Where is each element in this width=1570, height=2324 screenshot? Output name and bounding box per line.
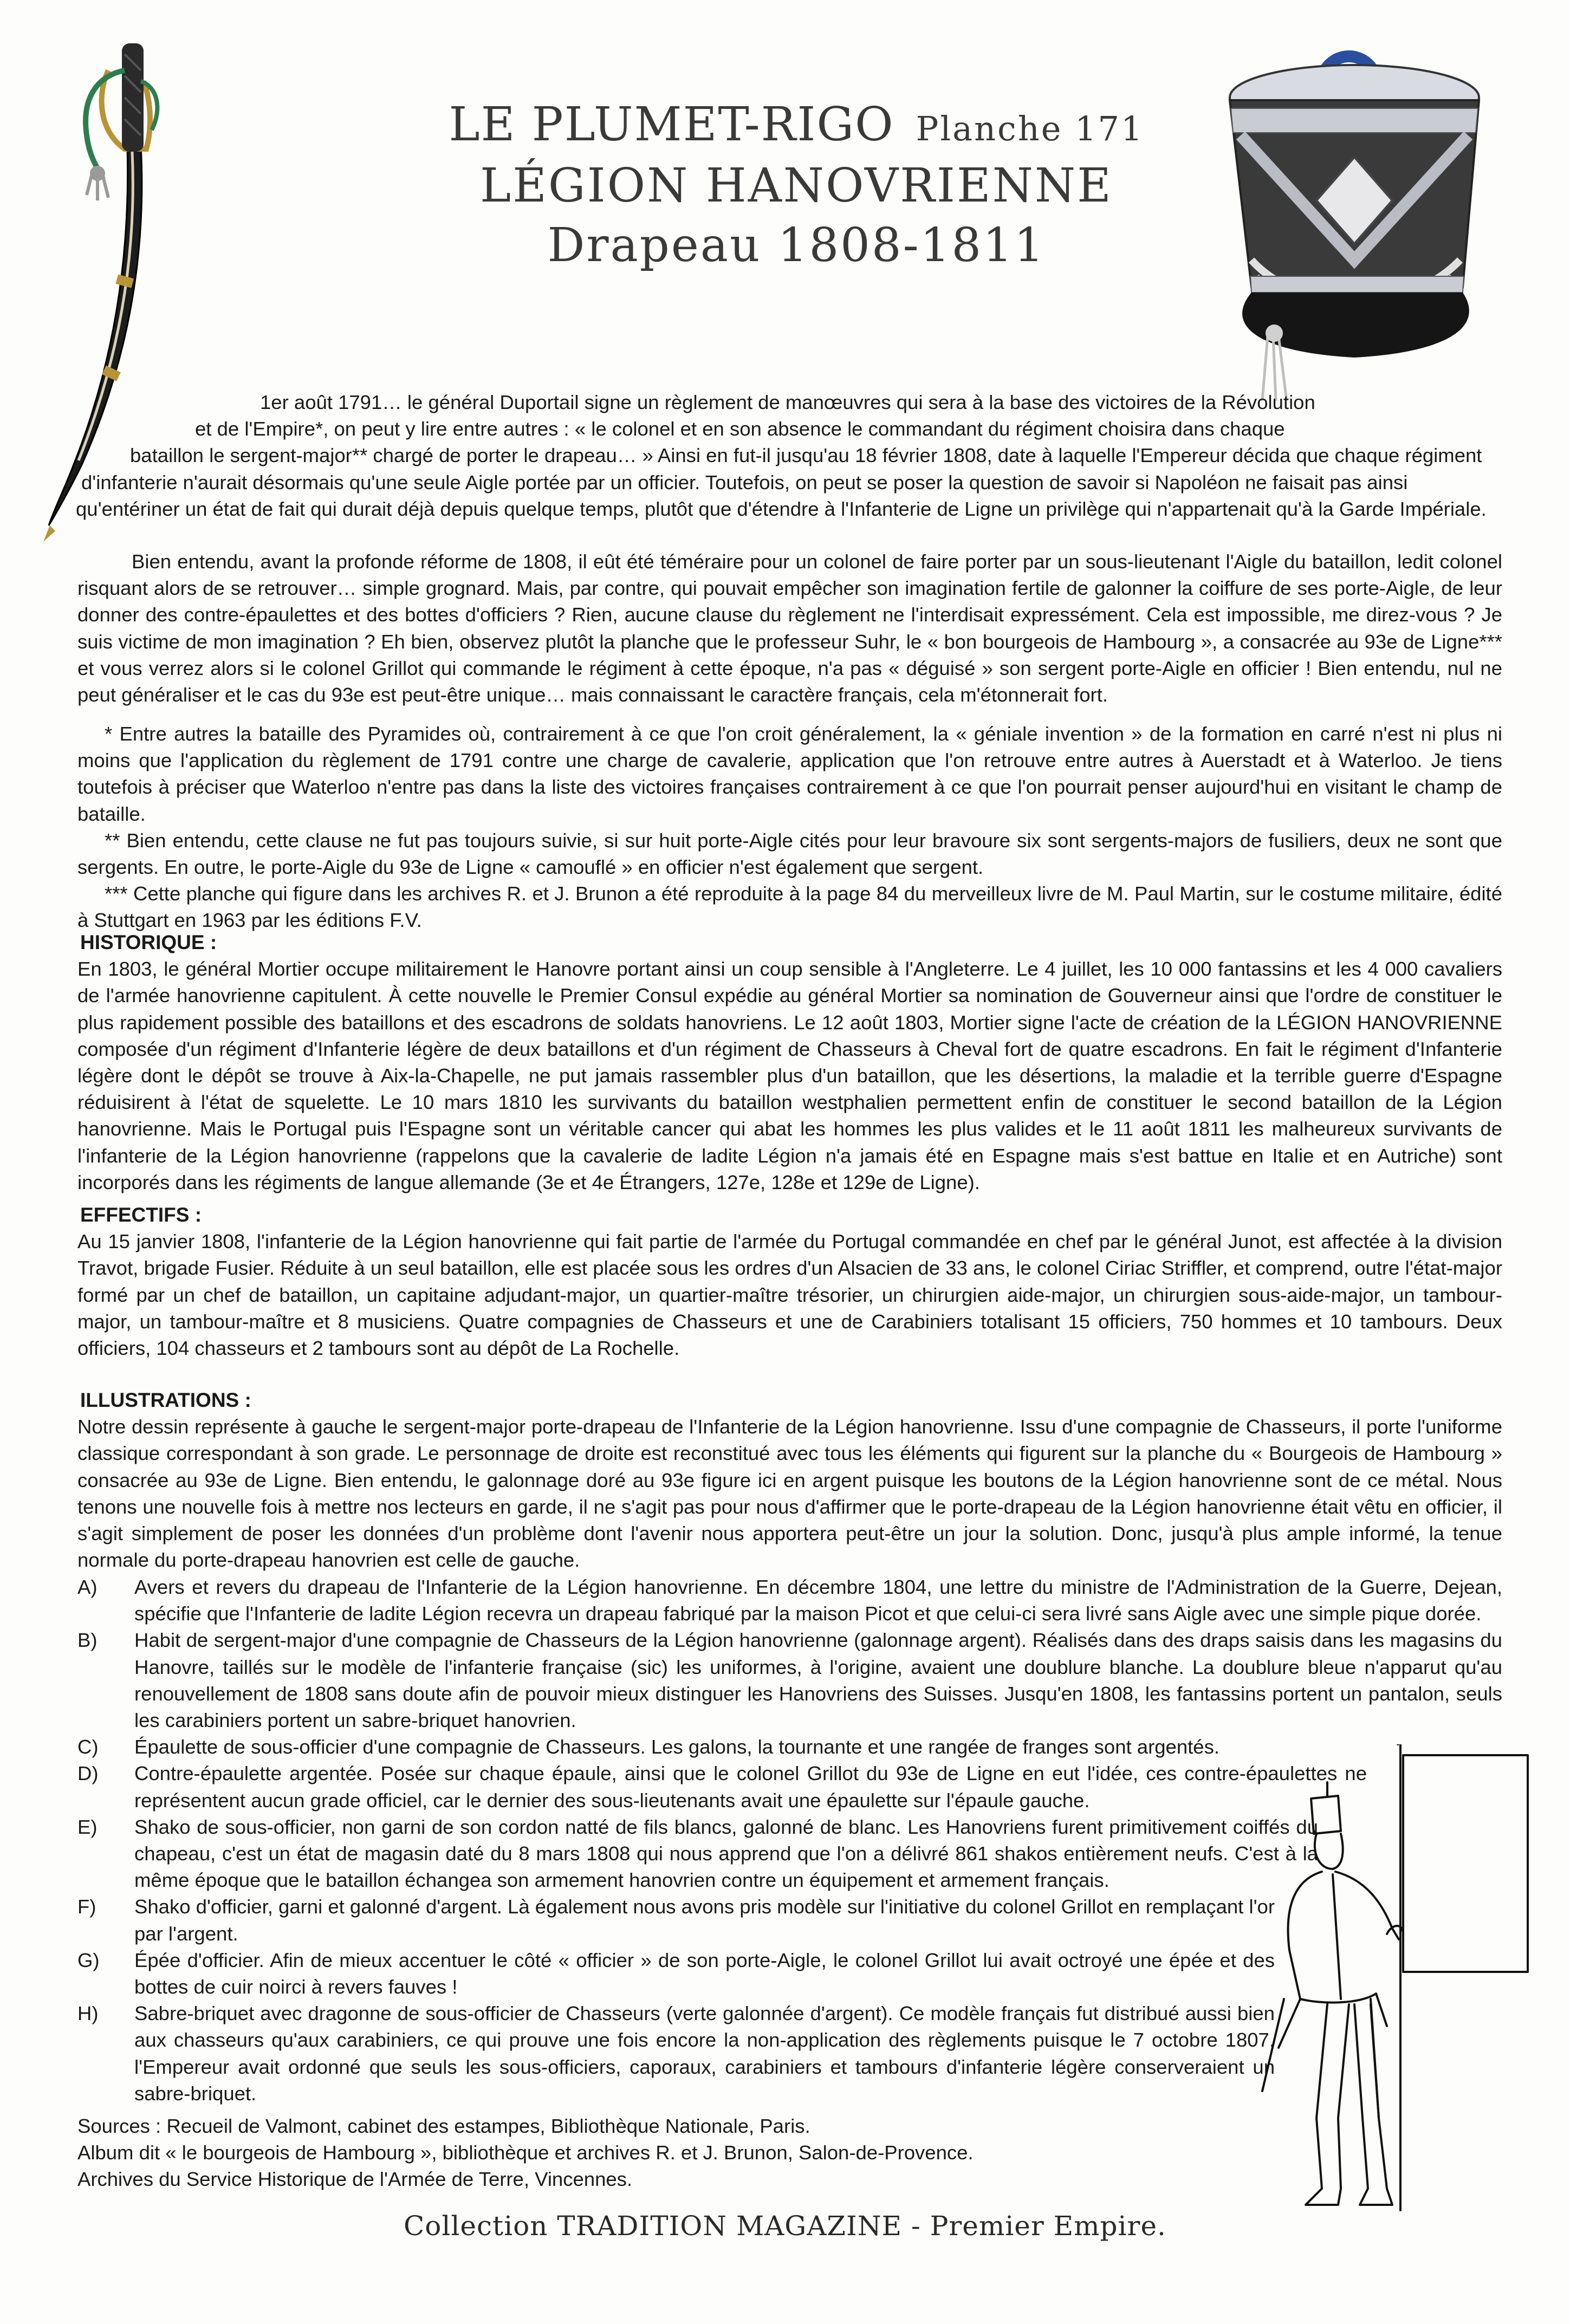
title-block	[444, 98, 1149, 275]
historique-section	[77, 929, 1502, 1196]
intro-line: 1er août 1791… le général Duportail signe un règlement de manœuvres qui sera à la base des victoires de la Révolution	[260, 391, 1315, 413]
footnote: *** Cette planche qui figure dans les archives R. et J. Brunon a été reproduite à la page 84 du merveilleux livre de M. Paul Martin, sur le costume militaire, édité à Stuttgart en 1963 par les éditions F.V.	[77, 882, 1502, 932]
section-text: Au 15 janvier 1808, l'infanterie de la Légion hanovrienne qui fait partie de l'armée du Portugal commandée en chef par le général Junot, est affectée à la division Travot, brigade Fusier. Réduite à un seul bataillon, elle est placée sous les ordres d'un Alsacien de 33 ans, le colonel Ciriac Striffler, et comprend, outre l'état-major formé par un chef de bataillon, un capitaine adjudant-major, un quartier-maître trésorier, un chirurgien aide-major, un chirurgien sous-aide-major, un tambour-major, un tambour-maître et 8 musiciens. Quatre compagnies de Chasseurs et une de Carabiniers totalisant 15 officiers, 750 hommes et 10 tambours. Deux officiers, 104 chasseurs et 2 tambours sont au dépôt de La Rochelle.	[77, 1230, 1502, 1360]
list-item	[77, 1574, 1502, 1627]
paragraph-2	[77, 548, 1502, 708]
title-main: LE PLUMET-RIGO	[449, 98, 894, 152]
footnote: ** Bien entendu, cette clause ne fut pas toujours suivie, si sur huit porte-Aigle cités pour leur bravoure six sont sergents-majors de fusiliers, deux ne sont que sergents. En outre, le porte-Aigle du 93e de Ligne « camouflé » en officier n'est également que sergent.	[77, 829, 1502, 879]
section-heading: EFFECTIFS :	[80, 1204, 202, 1226]
item-letter: E)	[77, 1815, 98, 1838]
source-line: Archives du Service Historique de l'Armée de Terre, Vincennes.	[77, 2168, 633, 2191]
list-item	[77, 1627, 1502, 1734]
plate-number: Planche 171	[916, 109, 1144, 148]
item-letter: D)	[77, 1762, 99, 1785]
section-heading: HISTORIQUE :	[80, 931, 217, 953]
item-text: Sabre-briquet avec dragonne de sous-officier de Chasseurs (verte galonnée d'argent). Ce modèle français fut distribué aussi bien aux chasseurs qu'aux carabiniers, ce qui prouve une fois encore la non-application des règlements puisque le 7 octobre 1807, l'Empereur avait ordonné que seuls les sous-officiers, caporaux, carabiniers et tambours d'infanterie légère conserveraient un sabre-briquet.	[134, 2002, 1275, 2105]
footer: Collection TRADITION MAGAZINE - Premier Empire.	[404, 2210, 1166, 2242]
flag-bearer-icon	[1224, 1744, 1549, 2216]
paragraph-text: Bien entendu, avant la profonde réforme de 1808, il eût été téméraire pour un colonel de faire porter par un sous-lieutenant l'Aigle du bataillon, ledit colonel risquant alors de se retrouver… simple grognard. Mais, par contre, qui pouvait empêcher son imagination fertile de galonner la coiffure de ses porte-Aigle, de leur donner des contre-épaulettes et des bottes d'officiers ? Rien, aucune clause du règlement ne l'interdisait expressément. Cela est impossible, me direz-vous ? Je suis victime de mon imagination ? Eh bien, observez plutôt la planche que le professeur Suhr, le « bon bourgeois de Hambourg », a consacrée au 93e de Ligne*** et vous verrez alors si le colonel Grillot qui commande le régiment à cette époque, n'a pas « déguisé » son sergent porte-Aigle en officier ! Bien entendu, nul ne peut généraliser et le cas du 93e est peut-être unique… mais connaissant le caractère français, cela m'étonnerait fort.	[77, 550, 1502, 706]
item-letter: G)	[77, 1949, 100, 1971]
illustrations-section	[77, 1387, 1502, 1573]
item-letter: H)	[77, 2002, 99, 2025]
shako-icon	[1192, 33, 1528, 412]
intro-line: d'infanterie n'aurait désormais qu'une seule Aigle portée par un officier. Toutefois, on peut se poser la question de savoir si Napoléon ne faisait pas ainsi	[81, 471, 1408, 494]
sources	[77, 2113, 1161, 2193]
item-text: Shako de sous-officier, non garni de son cordon natté de fils blancs, galonné de blanc. Les Hanovriens furent primitivement coiffés du chapeau, c'est un état de magasin daté du 8 mars 1808 qui nous apprend que l'on a délivré 861 shakos entièrement neufs. C'est à la même époque que le bataillon échangea son armement hanovrien contre un équipement et armement français.	[134, 1815, 1318, 1892]
section-heading: ILLUSTRATIONS :	[80, 1389, 251, 1411]
section-text: Notre dessin représente à gauche le sergent-major porte-drapeau de l'Infanterie de la Légion hanovrienne. Issu d'une compagnie de Chasseurs, il porte l'uniforme classique correspondant à son grade. Le personnage de droite est reconstitué avec tous les éléments qui figurent sur la planche du « Bourgeois de Hambourg » consacrée au 93e de Ligne. Bien entendu, le galonnage doré au 93e figure ici en argent puisque les boutons de la Légion hanovrienne sont de ce métal. Nous tenons une nouvelle fois à mettre nos lecteurs en garde, il ne s'agit pas pour nous d'affirmer que le porte-drapeau de la Légion hanovrienne était vêtu en officier, il s'agit simplement de poser les données d'un problème dont l'avenir nous apportera peut-être un jour la solution. Donc, jusqu'à plus ample informé, la tenue normale du porte-drapeau hanovrien est celle de gauche.	[77, 1416, 1502, 1572]
item-text: Avers et revers du drapeau de l'Infanterie de la Légion hanovrienne. En décembre 1804, une lettre du ministre de l'Administration de la Guerre, Dejean, spécifie que l'Infanterie de ladite Légion recevra un drapeau fabriqué par la maison Picot et que celui-ci sera livré sans Aigle avec une simple pique dorée.	[134, 1576, 1502, 1625]
item-letter: F)	[77, 1895, 96, 1918]
item-text: Shako d'officier, garni et galonné d'argent. Là également nous avons pris modèle sur l'initiative du colonel Grillot en remplaçant l'or par l'argent.	[134, 1895, 1275, 1945]
item-letter: B)	[77, 1629, 98, 1652]
item-letter: C)	[77, 1736, 99, 1758]
item-text: Épaulette de sous-officier d'une compagnie de Chasseurs. Les galons, la tournante et une rangée de franges sont argentés.	[134, 1736, 1219, 1758]
intro-line: et de l'Empire*, on peut y lire entre autres : « le colonel et en son absence le commandant du régiment choisira dans chaque	[195, 418, 1285, 440]
source-line: Sources : Recueil de Valmont, cabinet des estampes, Bibliothèque Nationale, Paris.	[77, 2115, 810, 2137]
footnotes	[77, 720, 1502, 934]
intro-line: bataillon le sergent-major** chargé de porter le drapeau… » Ainsi en fut-il jusqu'au 18 février 1808, date à laquelle l'Empereur décida que chaque régiment	[130, 444, 1482, 467]
page-subtitle: LÉGION HANOVRIENNE	[480, 159, 1113, 213]
section-text: En 1803, le général Mortier occupe militairement le Hanovre portant ainsi un coup sensible à l'Angleterre. Le 4 juillet, les 10 000 fantassins et les 4 000 cavaliers de l'armée hanovrienne capitulent. À cette nouvelle le Premier Consul expédie au général Mortier sa nomination de Gouverneur ainsi que l'ordre de constituer le plus rapidement possible des bataillons et des escadrons de soldats hanovriens. Le 12 août 1803, Mortier signe l'acte de création de la LÉGION HANOVRIENNE composée d'un régiment d'Infanterie légère de deux bataillons et d'un régiment de Chasseurs à Cheval fort de quatre escadrons. En fait le régiment d'Infanterie légère dont le dépôt se trouve à Aix-la-Chapelle, ne put jamais rassembler plus d'un bataillon, que les désertions, la maladie et la terrible guerre d'Espagne réduisirent à l'état de squelette. Le 10 mars 1810 les survivants du bataillon westphalien permettent enfin de constituer le second bataillon de la Légion hanovrienne. Mais le Portugal puis l'Espagne sont un véritable cancer qui abat les hommes les plus valides et le 11 août 1811 les malheureux survivants de l'infanterie de la Légion hanovrienne (rappelons que la cavalerie de ladite Légion n'a jamais été en Espagne mais s'est battue en Italie et en Autriche) sont incorporés dans les régiments de langue allemande (3e et 4e Étrangers, 127e, 128e et 129e de Ligne).	[77, 958, 1502, 1193]
intro-paragraph	[76, 389, 1490, 522]
source-line: Album dit « le bourgeois de Hambourg », bibliothèque et archives R. et J. Brunon, Salon-de-Provence.	[77, 2141, 974, 2164]
page-title	[444, 98, 1149, 156]
item-letter: A)	[77, 1576, 98, 1598]
item-text: Contre-épaulette argentée. Posée sur chaque épaule, ainsi que le colonel Grillot du 93e de Ligne en eut l'idée, ces contre-épaulettes ne représentent aucun grade officiel, car le dernier des sous-lieutenants avait une épaulette sur l'épaule gauche.	[134, 1762, 1367, 1812]
effectifs-section	[77, 1202, 1502, 1361]
intro-line: qu'entériner un état de fait qui durait déjà depuis quelque temps, plutôt que d'étendre à l'Infanterie de Ligne un privilège qui n'appartenait qu'à la Garde Impériale.	[76, 497, 1487, 520]
item-text: Habit de sergent-major d'une compagnie de Chasseurs de la Légion hanovrienne (galonnage argent). Réalisés dans des draps saisis dans les magasins du Hanovre, taillés sur le modèle de l'infanterie française (sic) les uniformes, à l'origine, avaient une doublure blanche. La doublure bleue n'apparut qu'au renouvellement de 1808 sans doute afin de pouvoir mieux distinguer les Hanovriens des Suisses. Jusqu'en 1808, les fantassins portent un pantalon, seuls les carabiniers portent un sabre-briquet hanovrien.	[134, 1629, 1502, 1732]
footnote: * Entre autres la bataille des Pyramides où, contrairement à ce que l'on croit généralement, la « géniale invention » de la formation en carré n'est ni plus ni moins que l'application du règlement de 1791 contre une charge de cavalerie, application que l'on retrouve entre autres à Auerstadt et à Waterloo. Je tiens toutefois à préciser que Waterloo n'entre pas dans la liste des victoires françaises contrairement à ce que l'on pourrait penser aujourd'hui en visitant le champ de bataille.	[77, 723, 1502, 825]
flag-title: Drapeau 1808-1811	[547, 218, 1046, 272]
item-text: Épée d'officier. Afin de mieux accentuer le côté « officier » de son porte-Aigle, le colonel Grillot lui avait octroyé une épée et des bottes de cuir noirci à revers fauves !	[134, 1949, 1275, 1998]
